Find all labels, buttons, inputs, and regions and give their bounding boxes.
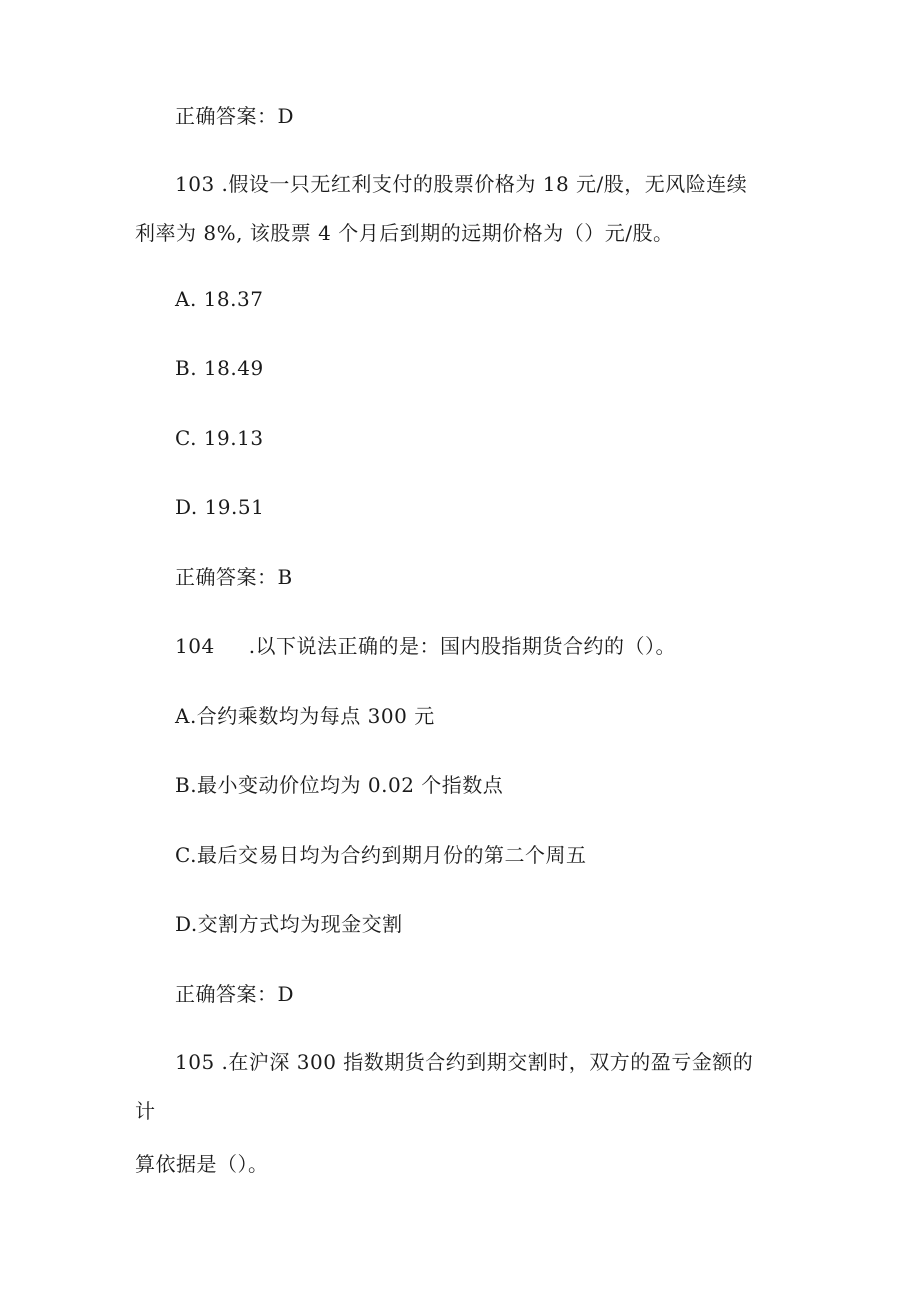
answer-102: 正确答案：D: [175, 104, 295, 128]
question-104-option-b: B.最小变动价位均为 0.02 个指数点: [175, 773, 504, 797]
answer-103: 正确答案：B: [175, 565, 293, 589]
question-103-option-a: A. 18.37: [175, 287, 264, 311]
question-104-option-c: C.最后交易日均为合约到期月份的第二个周五: [175, 843, 587, 867]
question-103-option-b: B. 18.49: [175, 356, 264, 380]
answer-104: 正确答案：D: [175, 982, 295, 1006]
question-104: [175, 636, 676, 656]
question-103-option-d: D. 19.51: [175, 495, 265, 519]
question-104-number: 104: [175, 634, 215, 658]
question-105-line-1: 105 .在沪深 300 指数期货合约到期交割时，双方的盈亏金额的: [175, 1050, 754, 1074]
question-104-option-a: A.合约乘数均为每点 300 元: [175, 704, 435, 728]
question-104-option-d: D.交割方式均为现金交割: [175, 912, 403, 936]
question-105-line-2: 计: [135, 1099, 156, 1123]
question-104-text: .以下说法正确的是：国内股指期货合约的（）。: [248, 634, 677, 658]
question-105-line-3: 算依据是（）。: [135, 1152, 269, 1176]
question-103-option-c: C. 19.13: [175, 426, 264, 450]
question-103-line-1: 103 .假设一只无红利支付的股票价格为 18 元/股，无风险连续: [175, 172, 748, 196]
question-103-line-2: 利率为 8%, 该股票 4 个月后到期的远期价格为（）元/股。: [135, 221, 674, 245]
